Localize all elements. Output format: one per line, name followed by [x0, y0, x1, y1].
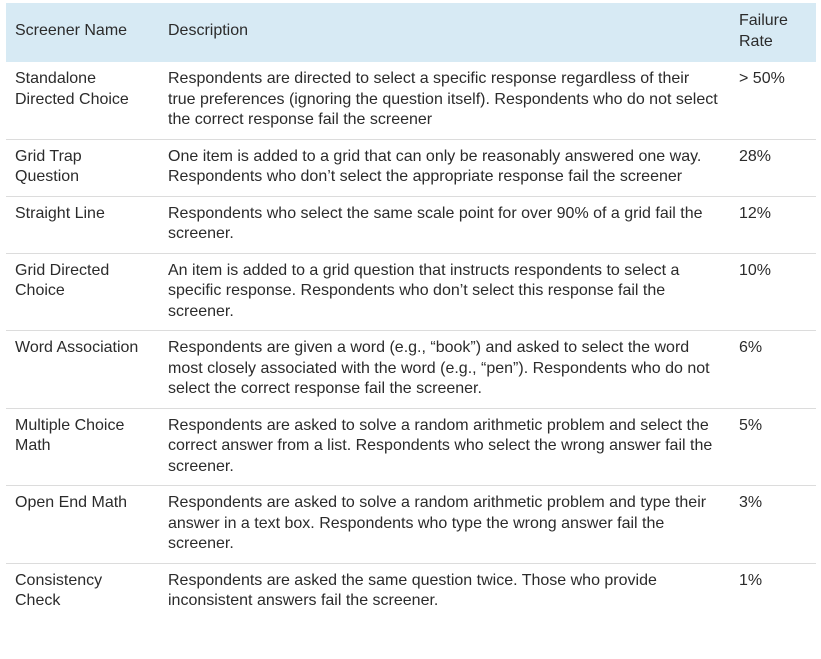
screener-name-cell: Straight Line	[6, 196, 159, 253]
table-header	[6, 3, 816, 62]
description-cell: Respondents are asked the same question twice. Those who provide inconsistent answers fail the screener.	[168, 571, 657, 609]
table-row	[6, 139, 816, 196]
table-row	[6, 563, 816, 620]
header-description: Description	[159, 3, 730, 62]
failure-rate-cell: 28%	[730, 139, 816, 196]
screener-name-cell: Word Association	[6, 331, 159, 409]
header-screener-name: Screener Name	[6, 3, 159, 62]
description-cell: Respondents are given a word (e.g., “book”) and asked to select the word most closely associated with the word (e.g., “pen”). Respondents who do not select the correct response fail the screener.	[159, 331, 730, 409]
failure-rate-cell: 5%	[730, 408, 816, 486]
failure-rate-cell: 1%	[739, 571, 763, 589]
failure-rate-cell: 10%	[730, 253, 816, 331]
table-row	[6, 253, 816, 331]
screener-name-cell: Multiple Choice Math	[6, 408, 159, 486]
screener-name-cell: Open End Math	[6, 486, 159, 564]
table-row	[6, 408, 816, 486]
table-row	[6, 331, 816, 409]
description-cell: An item is added to a grid question that instructs respondents to select a specific response. Respondents who don’t select this response fail the screener.	[159, 253, 730, 331]
description-cell: Respondents who select the same scale point for over 90% of a grid fail the screener.	[159, 196, 730, 253]
screener-name-cell: Grid Directed Choice	[6, 253, 159, 331]
table-body	[6, 62, 816, 620]
failure-rate-cell: 12%	[730, 196, 816, 253]
screener-name-cell: Standalone Directed Choice	[6, 62, 159, 139]
screener-table	[6, 3, 816, 620]
description-cell: Respondents are asked to solve a random arithmetic problem and type their answer in a text box. Respondents who type the wrong answer fail the screener.	[159, 486, 730, 564]
failure-rate-cell: > 50%	[730, 62, 816, 139]
screener-name-cell: Consistency Check	[15, 571, 103, 609]
table-row	[6, 62, 816, 139]
table-row	[6, 486, 816, 564]
description-cell: Respondents are asked to solve a random arithmetic problem and select the correct answer from a list. Respondents who select the wrong answer fail the screener.	[159, 408, 730, 486]
header-row	[6, 3, 816, 62]
failure-rate-cell: 3%	[730, 486, 816, 564]
header-failure-rate: Failure Rate	[730, 3, 816, 62]
screener-name-cell: Grid Trap Question	[6, 139, 159, 196]
table-row	[6, 196, 816, 253]
description-cell: One item is added to a grid that can only be reasonably answered one way. Respondents who don’t select the appropriate response fail the screener	[159, 139, 730, 196]
description-cell: Respondents are directed to select a specific response regardless of their true preferences (ignoring the question itself). Respondents who do not select the correct response fail the screener	[159, 62, 730, 139]
screener-table-container	[6, 3, 816, 620]
failure-rate-cell: 6%	[730, 331, 816, 409]
